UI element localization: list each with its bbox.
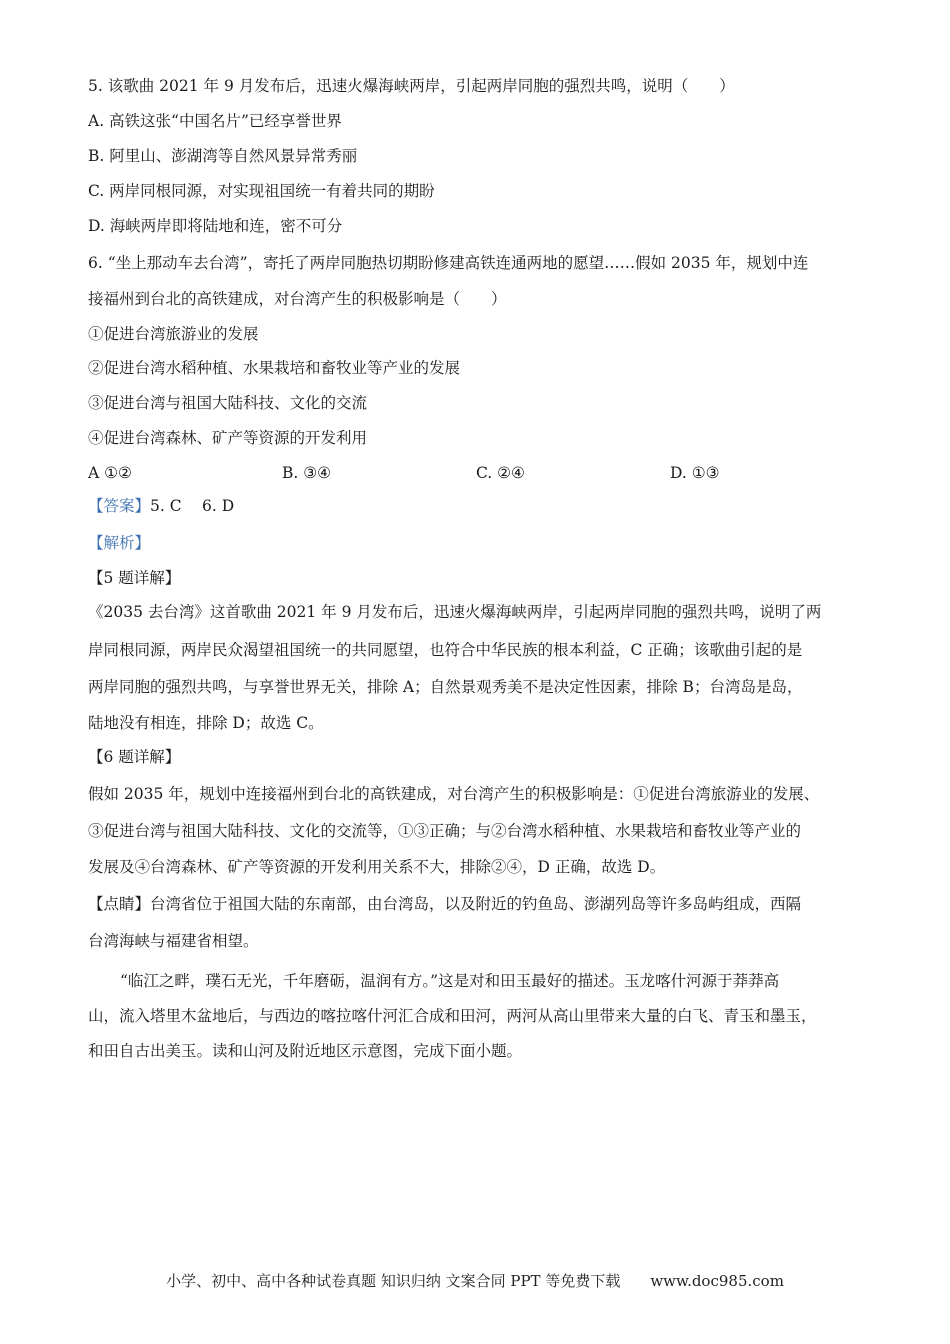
q5-stem: 5. 该歌曲 2021 年 9 月发布后，迅速火爆海峡两岸，引起两岸同胞的强烈共鸣，说明（ ）	[88, 77, 735, 95]
detail-5-title: 【5 题详解】	[88, 569, 181, 587]
q6-choices	[88, 462, 870, 484]
q6-choice-c: C. ②④	[476, 464, 525, 482]
passage-line-3: 和田自古出美玉。读和山河及附近地区示意图，完成下面小题。	[88, 1042, 523, 1060]
answer-line	[88, 495, 870, 517]
q5-option-a: A. 高铁这张“中国名片”已经享誉世界	[88, 112, 342, 130]
detail-6-line-2: ③促进台湾与祖国大陆科技、文化的交流等，①③正确；与②台湾水稻种植、水果栽培和畜牧业等产业的	[88, 822, 802, 840]
answer-label: 【答案】	[88, 497, 151, 515]
detail-5-line-3: 两岸同胞的强烈共鸣，与享誉世界无关，排除 A；自然景观秀美不是决定性因素，排除 B；台湾岛是岛，	[88, 678, 803, 696]
q6-choice-b: B. ③④	[282, 464, 332, 482]
detail-5-line-2: 岸同根同源，两岸民众渴望祖国统一的共同愿望，也符合中华民族的根本利益，C 正确；该歌曲引起的是	[88, 641, 803, 659]
detail-6-line-1: 假如 2035 年，规划中连接福州到台北的高铁建成，对台湾产生的积极影响是：①促进台湾旅游业的发展、	[88, 785, 820, 803]
q6-choice-a: A ①②	[88, 464, 132, 482]
detail-6-title: 【6 题详解】	[88, 748, 181, 766]
q6-stem-line-1: 6. “坐上那动车去台湾”，寄托了两岸同胞热切期盼修建高铁连通两地的愿望……假如 2035 年，规划中连	[88, 254, 809, 272]
q6-item-4: ④促进台湾森林、矿产等资源的开发利用	[88, 429, 368, 447]
q6-stem-line-2: 接福州到台北的高铁建成，对台湾产生的积极影响是（ ）	[88, 290, 507, 308]
analysis-label: 【解析】	[88, 534, 151, 552]
q6-choice-d: D. ①③	[670, 464, 720, 482]
detail-6-line-3: 发展及④台湾森林、矿产等资源的开发利用关系不大，排除②④，D 正确，故选 D。	[88, 858, 666, 876]
passage-line-1: “临江之畔，璞石无光，千年磨砺，温润有方。”这是对和田玉最好的描述。玉龙喀什河源于莽莽高	[120, 972, 780, 990]
tip-line-1: 【点睛】台湾省位于祖国大陆的东南部，由台湾岛，以及附近的钓鱼岛、澎湖列岛等许多岛屿组成，西隔	[88, 895, 802, 913]
q5-option-c: C. 两岸同根同源，对实现祖国统一有着共同的期盼	[88, 182, 435, 200]
passage-line-2: 山，流入塔里木盆地后，与西边的喀拉喀什河汇合成和田河，两河从高山里带来大量的白飞、青玉和墨玉，	[88, 1007, 817, 1025]
q6-item-3: ③促进台湾与祖国大陆科技、文化的交流	[88, 394, 368, 412]
answer-text: 5. C 6. D	[150, 497, 235, 515]
q6-item-2: ②促进台湾水稻种植、水果栽培和畜牧业等产业的发展	[88, 359, 461, 377]
page-footer: 小学、初中、高中各种试卷真题 知识归纳 文案合同 PPT 等免费下载 www.doc985.com	[166, 1272, 784, 1290]
tip-line-2: 台湾海峡与福建省相望。	[88, 932, 259, 950]
detail-5-line-1: 《2035 去台湾》这首歌曲 2021 年 9 月发布后，迅速火爆海峡两岸，引起两岸同胞的强烈共鸣，说明了两	[88, 603, 822, 621]
q5-option-b: B. 阿里山、澎湖湾等自然风景异常秀丽	[88, 147, 358, 165]
q5-option-d: D. 海峡两岸即将陆地和连，密不可分	[88, 217, 343, 235]
detail-5-line-4: 陆地没有相连，排除 D；故选 C。	[88, 714, 324, 732]
q6-item-1: ①促进台湾旅游业的发展	[88, 325, 259, 343]
